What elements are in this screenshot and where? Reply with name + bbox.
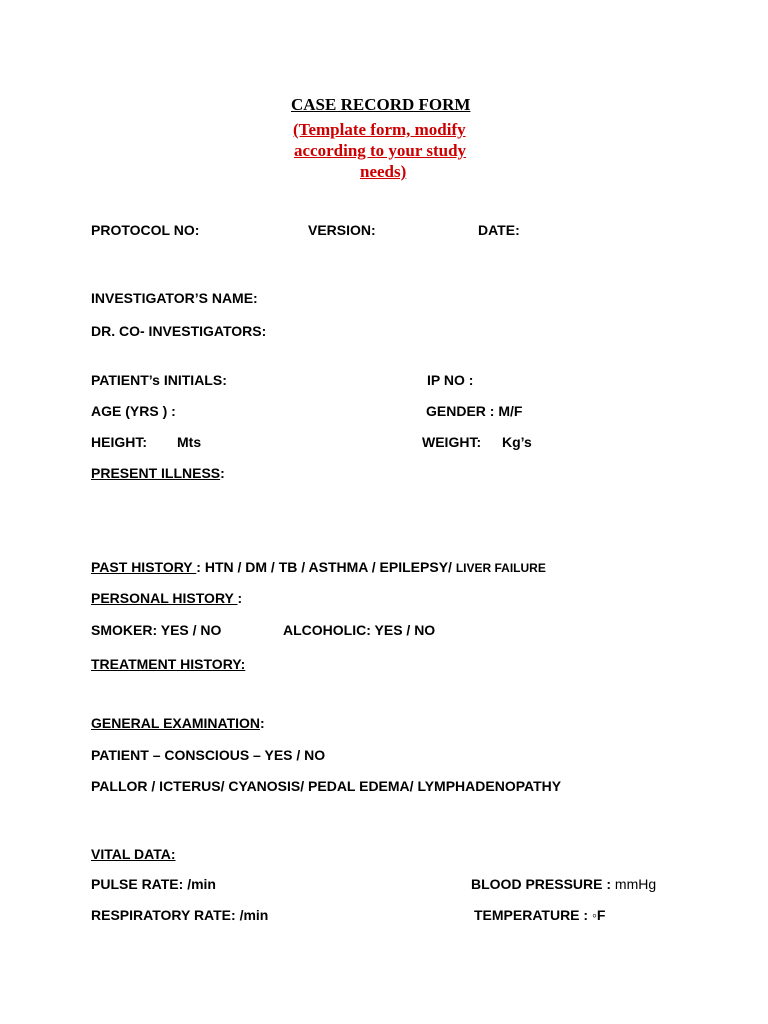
vital-data-heading: VITAL DATA: [91,846,176,862]
subtitle-line-2: according to your study [294,141,467,160]
investigator-name-label: INVESTIGATOR’S NAME: [91,290,258,306]
conscious-row: PATIENT – CONSCIOUS – YES / NO [91,747,326,763]
treatment-history-heading: TREATMENT HISTORY: [91,656,246,672]
general-exam-label: GENERAL EXAMINATION [91,715,261,731]
personal-history-heading [91,590,242,606]
personal-history-colon: : [237,590,243,606]
subtitle-line-1: (Template form, modify [293,120,466,139]
weight-unit: Kg’s [502,434,532,450]
blood-pressure-row [471,876,656,892]
temperature-unit: ◦F [591,907,606,923]
signs-row: PALLOR / ICTERUS/ CYANOSIS/ PEDAL EDEMA/ LYMPHADENOPATHY [91,778,562,794]
past-history-items: : HTN / DM / TB / ASTHMA / EPILEPSY/ [196,559,456,575]
date-label: DATE: [478,222,520,238]
patient-initials-label: PATIENT’s INITIALS: [91,372,227,388]
alcoholic-row: ALCOHOLIC: YES / NO [283,622,436,638]
past-history-row [91,559,546,575]
present-illness-label: PRESENT ILLNESS [91,465,221,481]
blood-pressure-unit: mmHg [614,876,657,892]
subtitle-line-3: needs) [360,162,407,181]
present-illness-heading [91,465,225,481]
general-exam-heading [91,715,265,731]
ip-no-label: IP NO : [427,372,474,388]
smoker-row: SMOKER: YES / NO [91,622,222,638]
version-label: VERSION: [308,222,376,238]
height-unit: Mts [177,434,202,450]
general-exam-colon: : [260,715,265,731]
pulse-rate-row: PULSE RATE: /min [91,876,216,892]
age-label: AGE (YRS ) : [91,403,176,419]
blood-pressure-label: BLOOD PRESSURE : [471,876,615,892]
height-label: HEIGHT: [91,434,147,450]
co-investigators-label: DR. CO- INVESTIGATORS: [91,323,267,339]
weight-label: WEIGHT: [422,434,482,450]
personal-history-label: PERSONAL HISTORY [91,590,238,606]
respiratory-rate-row: RESPIRATORY RATE: /min [91,907,269,923]
temperature-label: TEMPERATURE : [474,907,592,923]
gender-label: GENDER : M/F [426,403,523,419]
temperature-row [474,907,605,923]
protocol-no-label: PROTOCOL NO: [91,222,200,238]
form-title: CASE RECORD FORM [291,95,471,114]
present-illness-colon: : [220,465,225,481]
past-history-label: PAST HISTORY [91,559,197,575]
past-history-liver: LIVER FAILURE [455,561,546,575]
